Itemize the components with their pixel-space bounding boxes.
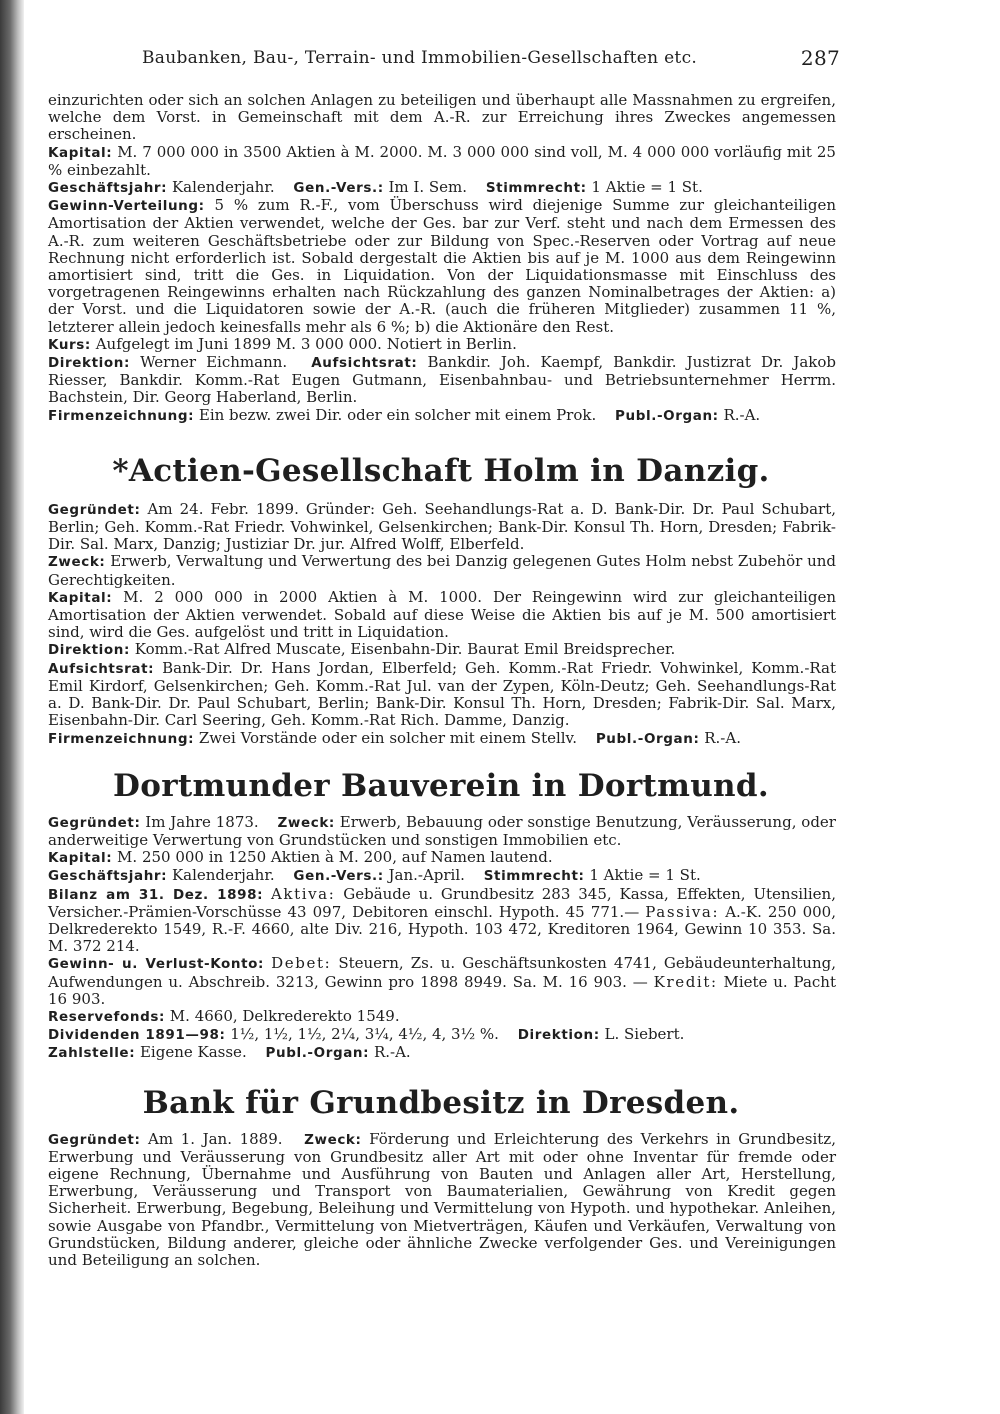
firmenzeichnung-line: Firmenzeichnung: Ein bezw. zwei Dir. oder ein solcher mit einem Prok. Publ.-Organ: R.-A. (48, 405, 761, 424)
firmenzeichnung-line: Firmenzeichnung: Zwei Vorstände oder ein solcher mit einem Stellv. Publ.-Organ: R.-A. (48, 728, 741, 747)
direktion-line: Direktion: Komm.-Rat Alfred Muscate, Eisenbahn-Dir. Baurat Emil Breidsprecher. (48, 640, 676, 659)
kapital-line: Kapital: M. 250 000 in 1250 Aktien à M. 200, auf Namen lautend. (48, 848, 553, 867)
company-heading-dresden: Bank für Grundbesitz in Dresden. (142, 1084, 740, 1121)
company-heading-dortmund: Dortmunder Bauverein in Dortmund. (113, 767, 769, 804)
dividenden-line: Dividenden 1891—98: 1½, 1½, 1½, 2¼, 3¼, 4½, 4, 3½ %. Direktion: L. Siebert. (48, 1025, 685, 1044)
aufsichtsrat-line: Aufsichtsrat: Bank-Dir. Dr. Hans Jordan, Elberfeld; Geh. Komm.-Rat Friedr. Vohwinkel, Komm.-Rat Emil Kirdorf, Gelsenkirchen; Geh. Komm.-Rat Jul. van der Zypen, Köln-Deutz; Geh. Seehandlungs-Rat a. D. Bank-Dir. Dr. Paul Schubart, Berlin; Bank-Dir. Konsul Th. Horn, Dresden; Fabrik-Dir. Sal. Marx, Eisenbahn-Dir. Carl Seering, Geh. Komm.-Rat Rich. Damme, Danzig. (48, 658, 836, 730)
gegruendet-line: Gegründet: Am 24. Febr. 1899. Gründer: Geh. Seehandlungs-Rat a. D. Bank-Dir. Dr. Paul Schubart, Berlin; Geh. Komm.-Rat Friedr. Vohwinkel, Gelsenkirchen; Bank-Dir. Konsul Th. Horn, Dresden; Fabrik-Dir. Sal. Marx, Danzig; Justiziar Dr. jur. Alfred Wolff, Elberfeld. (48, 499, 836, 554)
gegruendet-zweck-line: Gegründet: Am 1. Jan. 1889. Zweck: Förderung und Erleichterung des Verkehrs in Grundbesitz, Erwerbung und Veräusserung von Grundbesitz aller Art mit oder ohne Inventar für fremde oder eigene Rechnung, Übernahme und Ausführung von Bauten und Anlagen aller Art, Herstellung, Erwerbung, Veräusserung und Transport von Baumaterialien, Gewährung von Kredit gegen Sicherheit. Erwerbung, Begebung, Beleihung und Vermittelung von Hypoth. und hypothekar. Anleihen, sowie Ausgabe von Pfandbr., Vermittelung von Mietverträgen, Käufen und Verkäufen, Verwaltung von Grundstücken, Bildung anderer, gleiche oder ähnliche Zwecke verfolgender Ges. und Vereinigungen und Beteiligung an solchen. (48, 1129, 836, 1269)
zahlstelle-line: Zahlstelle: Eigene Kasse. Publ.-Organ: R.-A. (48, 1043, 411, 1062)
page (46, 40, 840, 1269)
gewinn-verteilung: Gewinn-Verteilung: 5 % zum R.-F., vom Überschuss wird diejenige Summe zur gleichanteiligen Amortisation der Aktien verwendet, welche der Ges. bar zur Verf. steht und nach dem Ermessen des A.-R. zum weiteren Geschäftsbetriebe oder zur Bildung von Spec.-Reserven oder Vortrag auf neue Rechnung nicht erforderlich ist. Sobald dergestalt die Aktien bis auf je M. 1000 aus dem Reingewinn amortisiert sind, tritt die Ges. in Liquidation. Von der Liquidationsmasse mit Einschluss des vorgetragenen Reingewinns erhalten nach Rückzahlung des ganzen Nominalbetrages der Aktien: a) der Vorst. und die Liquidatoren sowie der A.-R. (auch die früheren Mitglieder) zusammen 11 %, letzterer allein jedoch keinesfalls mehr als 6 %; b) die Aktionäre den Rest. (48, 196, 836, 336)
page-number: 287 (800, 46, 840, 70)
reservefonds-line: Reservefonds: M. 4660, Delkrederekto 1549. (48, 1006, 400, 1025)
kurs-line: Kurs: Aufgelegt im Juni 1899 M. 3 000 000. Notiert in Berlin. (48, 334, 517, 353)
entry-dortmund (46, 814, 836, 1063)
kapital-line: Kapital: M. 7 000 000 in 3500 Aktien à M. 2000. M. 3 000 000 sind voll, M. 4 000 000 vorläufig mit 25 % einbezahlt. (48, 142, 836, 179)
bilanz-block: Bilanz am 31. Dez. 1898: Aktiva: Gebäude u. Grundbesitz 283 345, Kassa, Effekten, Utensilien, Versicher.-Prämien-Vorschüsse 43 097, Debitoren einschl. Hypoth. 45 771.— Passiva: A.-K. 250 000, Delkrederekto 1549, R.-F. 4660, alte Div. 216, Hypoth. 103 472, Kreditoren 1964, Gewinn 10 353. Sa. M. 372 214. (48, 884, 836, 956)
company-heading-holm: *Actien-Gesellschaft Holm in Danzig. (112, 452, 770, 489)
kapital-line: Kapital: M. 2 000 000 in 2000 Aktien à M. 1000. Der Reingewinn wird zur gleichanteiligen Amortisation der Aktien verwendet. Sobald auf diese Weise die Aktien bis auf je M. 500 amortisiert sind, wird die Ges. aufgelöst und tritt in Liquidation. (48, 587, 836, 642)
entry-dresden (46, 1131, 836, 1270)
running-head-title: Baubanken, Bau-, Terrain- und Immobilien-Gesellschaften etc. (142, 48, 698, 68)
running-head (46, 40, 840, 70)
gegruendet-zweck-line: Gegründet: Im Jahre 1873. Zweck: Erwerb, Bebauung oder sonstige Benutzung, Veräusserung, oder anderweitige Verwertung von Grundstücken und sonstigen Immobilien etc. (48, 812, 836, 849)
entry-holm (46, 501, 836, 748)
zweck-line: Zweck: Erwerb, Verwaltung und Verwertung des bei Danzig gelegenen Gutes Holm nebst Zubehör und Gerechtigkeiten. (48, 552, 836, 589)
direktion-aufsichtsrat: Direktion: Werner Eichmann. Aufsichtsrat: Bankdir. Joh. Kaempf, Bankdir. Justizrat Dr. Jakob Riesser, Bankdir. Komm.-Rat Eugen Gutmann, Eisenbahnbau- und Betriebsunternehmer Herrm. Bachstein, Dir. Georg Haberland, Berlin. (48, 353, 836, 407)
zweck-continuation: einzurichten oder sich an solchen Anlagen zu beteiligen und überhaupt alle Massnahmen zu ergreifen, welche dem Vorst. in Gemeinschaft mit dem A.-R. zur Erreichung ihres Zweckes angemessen erscheinen. (48, 91, 836, 144)
page-binding-shadow (0, 0, 24, 1414)
meta-line: Geschäftsjahr: Kalenderjahr. Gen.-Vers.: Im I. Sem. Stimmrecht: 1 Aktie = 1 St. (48, 178, 703, 197)
gewinn-verlust-block: Gewinn- u. Verlust-Konto: Debet: Steuern, Zs. u. Geschäftsunkosten 4741, Gebäudeunterhaltung, Aufwendungen u. Abschreib. 3213, Gewinn pro 1898 8949. Sa. M. 16 903. — Kredit: Miete u. Pacht 16 903. (48, 954, 836, 1008)
entry-continued (46, 92, 836, 425)
meta-line: Geschäftsjahr: Kalenderjahr. Gen.-Vers.: Jan.-April. Stimmrecht: 1 Aktie = 1 St. (48, 866, 701, 885)
